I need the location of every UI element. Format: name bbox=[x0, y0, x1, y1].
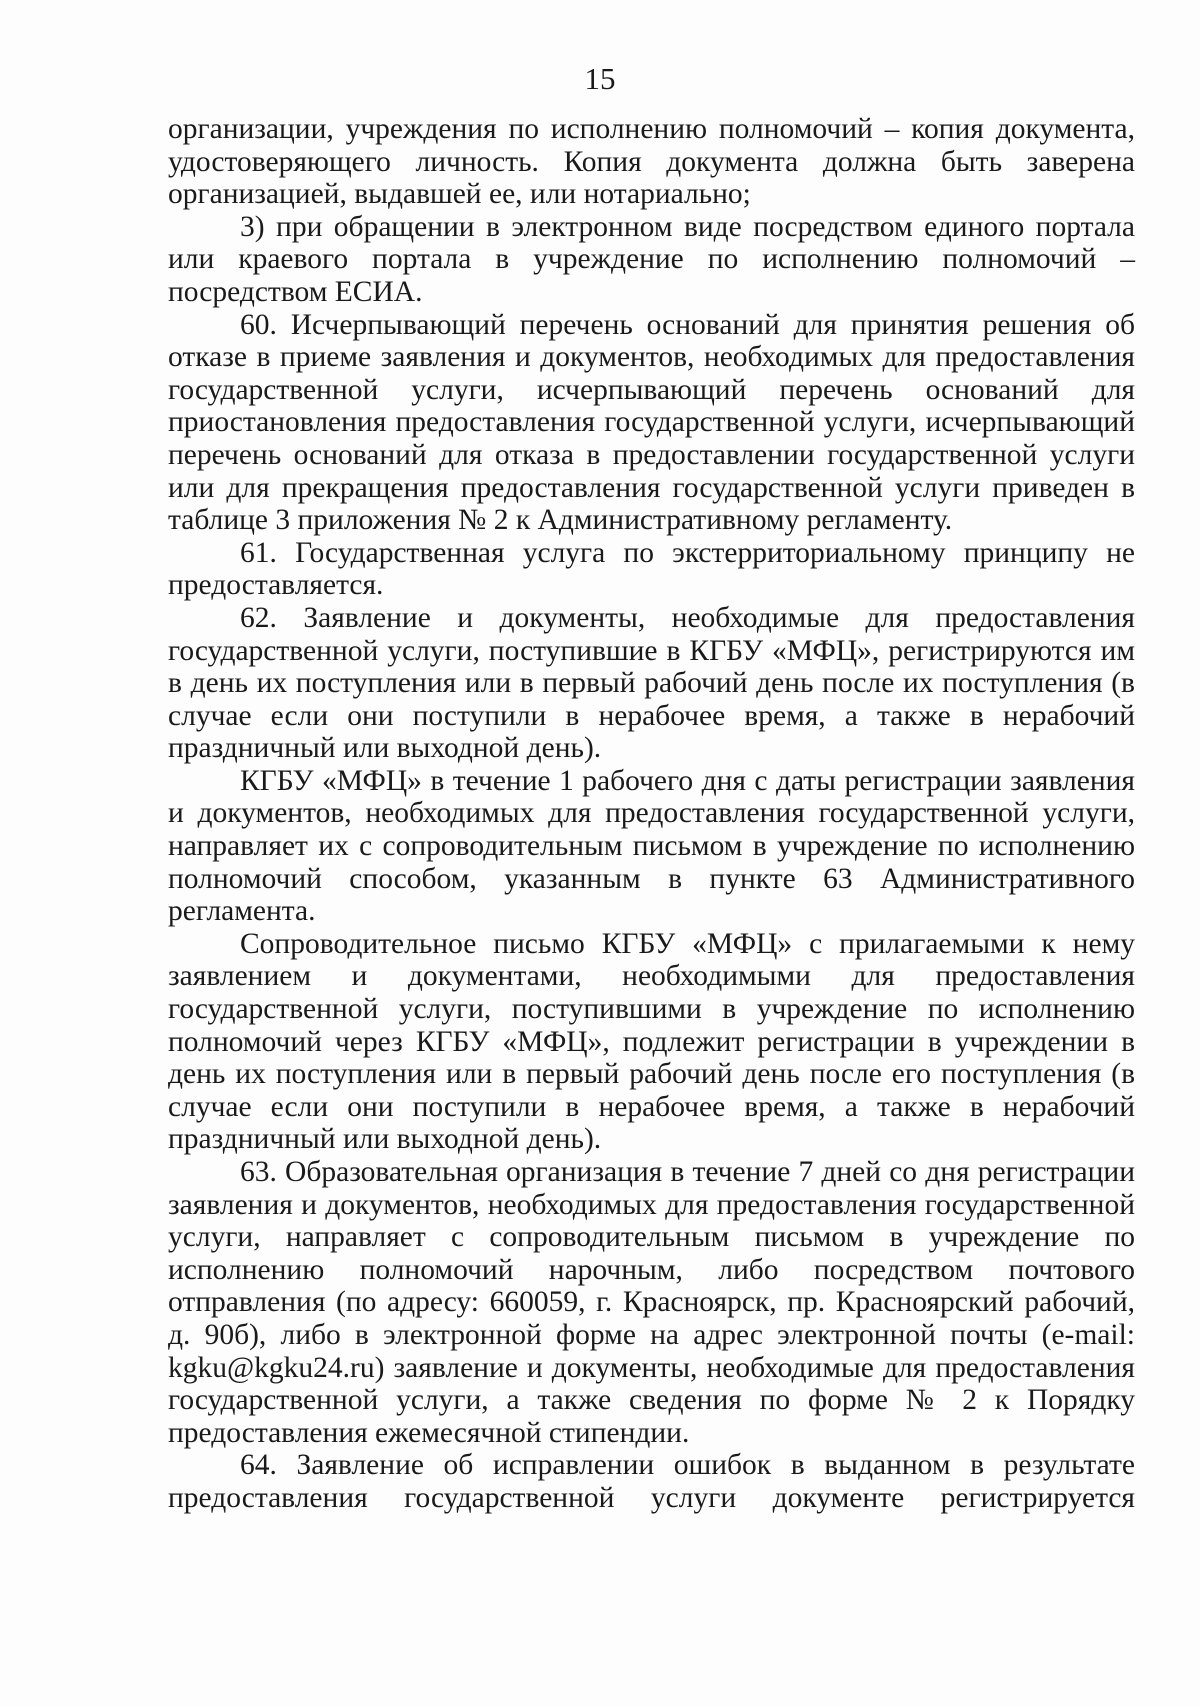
paragraph-62: 62. Заявление и документы, необходимые для предоставления государственной услуги, поступившие в КГБУ «МФЦ», регистрируются им в день их поступления или в первый рабочий день после их поступления (в случае если они поступили в нерабочее время, а также в нерабочий праздничный или выходной день). bbox=[168, 601, 1135, 765]
paragraph-62-mfc-forwarding: КГБУ «МФЦ» в течение 1 рабочего дня с даты регистрации заявления и документов, необходимых для предоставления государственной услуги, направляет их с сопроводительным письмом в учреждение по исполнению полномочий способом, указанным в пункте 63 Административного регламента. bbox=[168, 764, 1135, 928]
paragraph-60: 60. Исчерпывающий перечень оснований для принятия решения об отказе в приеме заявления и документов, необходимых для предоставления государственной услуги, исчерпывающий перечень оснований для приостановления предоставления государственной услуги, исчерпывающий перечень оснований для отказа в предоставлении государственной услуги или для прекращения предоставления государственной услуги приведен в таблице 3 приложения № 2 к Административному регламенту. bbox=[168, 308, 1135, 537]
paragraph-61: 61. Государственная услуга по экстерриториальному принципу не предоставляется. bbox=[168, 536, 1135, 602]
page-number: 15 bbox=[584, 61, 616, 96]
document-text-body bbox=[168, 113, 1135, 1515]
paragraph-item-3: 3) при обращении в электронном виде посредством единого портала или краевого портала в учреждение по исполнению полномочий – посредством ЕСИА. bbox=[168, 210, 1135, 308]
paragraph-continuation: организации, учреждения по исполнению полномочий – копия документа, удостоверяющего личность. Копия документа должна быть заверена организацией, выдавшей ее, или нотариально; bbox=[168, 113, 1135, 211]
paragraph-63: 63. Образовательная организация в течение 7 дней со дня регистрации заявления и документов, необходимых для предоставления государственной услуги, направляет с сопроводительным письмом в учреждение по исполнению полномочий нарочным, либо посредством почтового отправления (по адресу: 660059, г. Красноярск, пр. Красноярский рабочий, д. 90б), либо в электронной форме на адрес электронной почты (e-mail: kgku@kgku24.ru) заявление и документы, необходимые для предоставления государственной услуги, а также сведения по форме № 2 к Порядку предоставления ежемесячной стипендии. bbox=[168, 1156, 1135, 1449]
paragraph-64: 64. Заявление об исправлении ошибок в выданном в результате предоставления государственной услуги документе регистрируется bbox=[168, 1449, 1135, 1514]
paragraph-62-cover-letter: Сопроводительное письмо КГБУ «МФЦ» с прилагаемыми к нему заявлением и документами, необходимыми для предоставления государственной услуги, поступившими в учреждение по исполнению полномочий через КГБУ «МФЦ», подлежит регистрации в учреждении в день их поступления или в первый рабочий день после его поступления (в случае если они поступили в нерабочее время, а также в нерабочий праздничный или выходной день). bbox=[168, 927, 1135, 1156]
